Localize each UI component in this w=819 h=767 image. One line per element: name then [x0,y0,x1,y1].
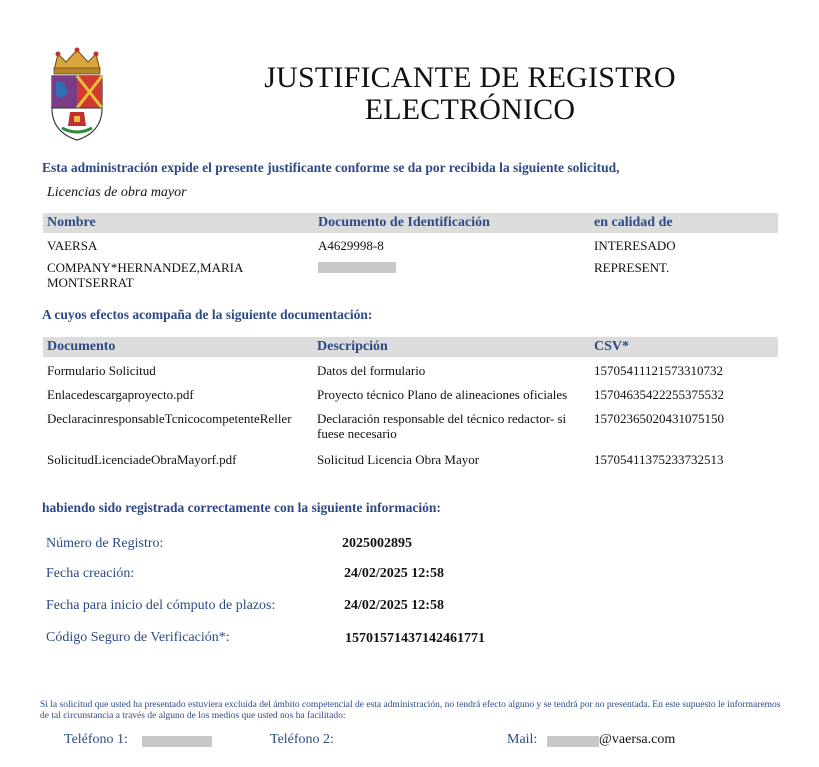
document-description: Declaración responsable del técnico redactor- si fuese necesario [317,411,567,441]
document-csv: 15704635422255375532 [594,387,724,402]
document-name: DeclaracinresponsableTcnicocompetenteReller [47,411,292,426]
document-description: Solicitud Licencia Obra Mayor [317,452,480,467]
title-line-1: JUSTIFICANTE DE REGISTRO [264,61,676,94]
document-csv: 15705411375233732513 [594,452,724,467]
footnote-text: Si la solicitud que usted ha presentado estuviera excluida del ámbito competencial de esta administración, no tendrá efecto alguno y se tendrá por no presentada. En este supuesto le informaremos de tal circunstancia a través de alguno de los medios que usted nos ha facilitado: [40,700,781,721]
document-csv: 15705411121573310732 [594,363,724,378]
document-name: SolicitudLicenciadeObraMayorf.pdf [47,452,237,467]
mail-label: Mail: [507,732,538,747]
document-title [230,62,710,126]
redacted-id-document [318,262,396,273]
person-role: REPRESENT. [594,260,670,275]
creation-date-value: 24/02/2025 12:58 [344,566,444,581]
coat-of-arms-logo [44,46,110,142]
phone1-label: Teléfono 1: [64,732,128,747]
person-id-document: A4629998-8 [318,238,384,253]
verification-code-value: 15701571437142461771 [345,631,485,646]
document-csv: 15702365020431075150 [594,411,724,426]
col-header-description: Descripción [317,339,388,354]
col-header-csv: CSV* [594,339,630,354]
col-header-id-document: Documento de Identificación [318,215,490,230]
document-name: Formulario Solicitud [47,363,156,378]
intro-text: Esta administración expide el presente justificante conforme se da por recibida la siguiente solicitud, [42,160,620,175]
document-name: Enlacedescargaproyecto.pdf [47,387,194,402]
documents-table-header [43,337,778,357]
registration-number-label: Número de Registro: [46,536,164,551]
verification-code-label: Código Seguro de Verificación*: [46,630,230,645]
person-name: VAERSA [47,238,98,253]
phone2-label: Teléfono 2: [270,732,334,747]
person-name: COMPANY*HERNANDEZ,MARIA MONTSERRAT [47,260,243,290]
documents-intro: A cuyos efectos acompaña de la siguiente documentación: [42,307,373,322]
document-description: Datos del formulario [317,363,426,378]
persons-table-header [43,213,778,233]
deadline-start-label: Fecha para inicio del cómputo de plazos: [46,598,276,613]
request-type: Licencias de obra mayor [47,185,187,200]
redacted-mail-user [547,736,599,747]
creation-date-label: Fecha creación: [46,566,135,581]
person-role: INTERESADO [594,238,676,253]
col-header-role: en calidad de [594,215,673,230]
deadline-start-value: 24/02/2025 12:58 [344,598,444,613]
mail-domain: @vaersa.com [599,732,676,747]
document-description: Proyecto técnico Plano de alineaciones oficiales [317,387,568,402]
registration-number-value: 2025002895 [342,536,412,551]
col-header-document: Documento [47,339,116,354]
title-line-2: ELECTRÓNICO [364,93,576,126]
redacted-phone1 [142,736,212,747]
col-header-name: Nombre [47,215,96,230]
registration-intro: habiendo sido registrada correctamente con la siguiente información: [42,500,441,515]
